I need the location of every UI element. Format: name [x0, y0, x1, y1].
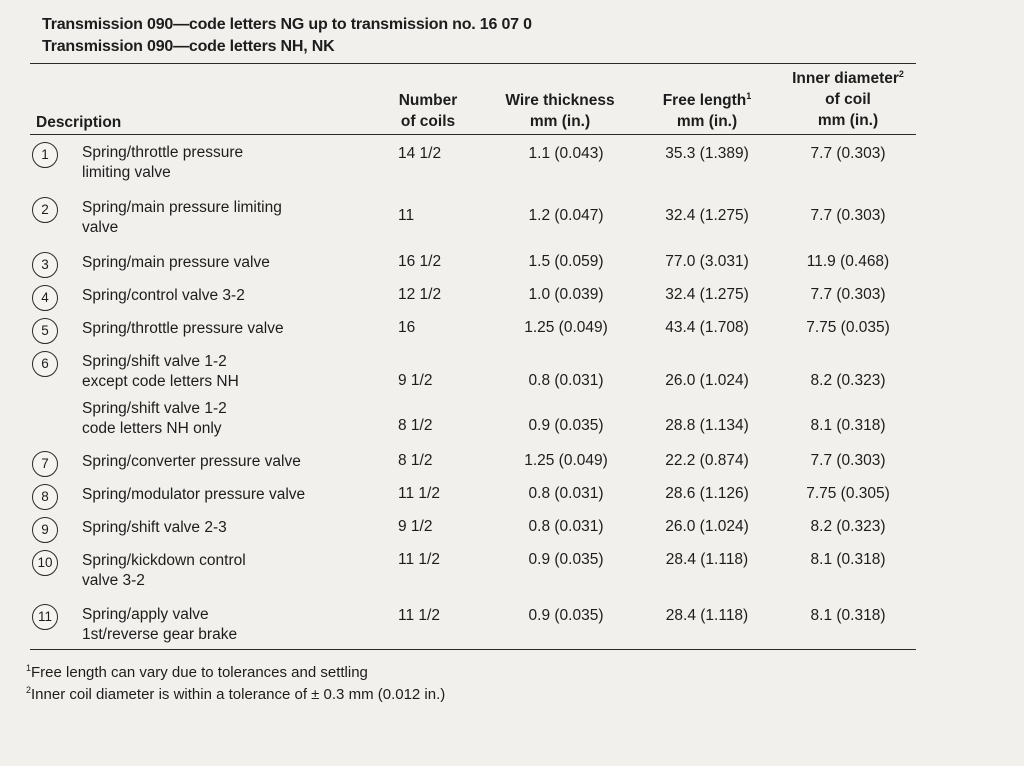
- header-inner-diameter: [778, 68, 918, 131]
- row-coils: 14 1/2: [398, 145, 442, 162]
- row-coils: 16: [398, 319, 416, 336]
- footnote-1-sup: 1: [26, 663, 32, 673]
- row-free-length: 77.0 (3.031): [665, 253, 749, 270]
- row-inner-diameter: 7.7 (0.303): [810, 452, 886, 469]
- row-free-length: 35.3 (1.389): [665, 145, 749, 162]
- header-rule: [30, 134, 916, 135]
- row-wire-thickness: 0.9 (0.035): [528, 607, 604, 624]
- footnote-2-sup: 2: [26, 685, 32, 695]
- row-free-length: 26.0 (1.024): [665, 372, 749, 389]
- row-description: [82, 399, 227, 439]
- row-description-line: Spring/apply valve: [82, 606, 209, 623]
- row-description-line: Spring/main pressure limiting: [82, 199, 282, 216]
- footnote-2-text: Inner coil diameter is within a tolerance of ± 0.3 mm (0.012 in.): [31, 686, 446, 703]
- row-description: [82, 253, 270, 273]
- row-description-line: Spring/shift valve 1-2: [82, 353, 227, 370]
- table-top-rule: [30, 63, 916, 64]
- row-inner-diameter: 8.1 (0.318): [810, 551, 886, 568]
- footnote-1-text: Free length can vary due to tolerances and settling: [31, 664, 368, 681]
- row-description: [82, 605, 237, 645]
- row-coils: 9 1/2: [398, 518, 433, 535]
- row-description-line: except code letters NH: [82, 373, 239, 390]
- row-wire-thickness: 1.0 (0.039): [528, 286, 604, 303]
- header-coils-line2: of coils: [400, 113, 456, 130]
- row-coils: 8 1/2: [398, 417, 433, 434]
- row-coils: 12 1/2: [398, 286, 442, 303]
- item-number-badge: 11: [32, 604, 58, 630]
- row-description-line: limiting valve: [82, 164, 171, 181]
- item-number-badge: 3: [32, 252, 58, 278]
- row-wire-thickness: 0.9 (0.035): [528, 551, 604, 568]
- row-inner-diameter: 7.75 (0.305): [806, 485, 890, 502]
- page-title-1: Transmission 090—code letters NG up to transmission no. 16 07 0: [42, 16, 532, 33]
- row-description-line: valve 3-2: [82, 572, 145, 589]
- footnote-2: [26, 686, 445, 703]
- row-inner-diameter: 8.2 (0.323): [810, 372, 886, 389]
- header-inner-sup: 2: [898, 68, 904, 79]
- row-description-line: code letters NH only: [82, 420, 222, 437]
- row-description-line: Spring/throttle pressure: [82, 144, 244, 161]
- header-inner-line2: of coil: [825, 91, 871, 108]
- header-free-line2: mm (in.): [676, 113, 738, 130]
- row-coils: 11 1/2: [398, 485, 440, 502]
- item-number-badge: 8: [32, 484, 58, 510]
- row-description-line: Spring/shift valve 1-2: [82, 400, 227, 417]
- item-number-badge: 6: [32, 351, 58, 377]
- row-description: [82, 319, 284, 339]
- row-description: [82, 551, 246, 591]
- page-title-2: Transmission 090—code letters NH, NK: [42, 38, 335, 55]
- row-description-line: Spring/kickdown control: [82, 552, 246, 569]
- header-wire-line1: Wire thickness: [505, 92, 615, 109]
- header-free-length: [648, 90, 766, 132]
- row-description-line: Spring/shift valve 2-3: [82, 519, 227, 536]
- row-inner-diameter: 11.9 (0.468): [806, 253, 890, 270]
- row-free-length: 26.0 (1.024): [665, 518, 749, 535]
- row-description: [82, 286, 245, 306]
- row-coils: 11 1/2: [398, 607, 440, 624]
- row-free-length: 28.4 (1.118): [665, 551, 749, 568]
- row-free-length: 28.8 (1.134): [665, 417, 749, 434]
- row-coils: 16 1/2: [398, 253, 442, 270]
- row-description: [82, 198, 282, 238]
- row-inner-diameter: 7.7 (0.303): [810, 145, 886, 162]
- row-wire-thickness: 0.8 (0.031): [528, 485, 604, 502]
- row-coils: 11: [398, 207, 415, 224]
- row-inner-diameter: 7.75 (0.035): [806, 319, 890, 336]
- row-inner-diameter: 7.7 (0.303): [810, 286, 886, 303]
- item-number-badge: 4: [32, 285, 58, 311]
- row-wire-thickness: 1.25 (0.049): [524, 452, 608, 469]
- header-inner-text: Inner diameter: [792, 70, 899, 87]
- header-free-sup: 1: [746, 90, 752, 101]
- row-wire-thickness: 1.5 (0.059): [528, 253, 604, 270]
- row-description: [82, 452, 301, 472]
- row-wire-thickness: 0.9 (0.035): [528, 417, 604, 434]
- row-description-line: valve: [82, 219, 119, 236]
- header-inner-line3: mm (in.): [817, 112, 879, 129]
- item-number-badge: 7: [32, 451, 58, 477]
- row-free-length: 43.4 (1.708): [665, 319, 749, 336]
- row-description: [82, 352, 239, 392]
- row-inner-diameter: 7.7 (0.303): [810, 207, 886, 224]
- header-free-line1: [648, 90, 766, 111]
- row-inner-diameter: 8.1 (0.318): [810, 607, 886, 624]
- row-wire-thickness: 1.2 (0.047): [528, 207, 604, 224]
- row-coils: 11 1/2: [398, 551, 440, 568]
- row-free-length: 32.4 (1.275): [665, 286, 749, 303]
- item-number-badge: 1: [32, 142, 58, 168]
- row-inner-diameter: 8.1 (0.318): [810, 417, 886, 434]
- header-description: Description: [36, 114, 122, 131]
- row-wire-thickness: 1.1 (0.043): [528, 145, 604, 162]
- header-free-text: Free length: [662, 92, 747, 109]
- row-wire-thickness: 0.8 (0.031): [528, 372, 604, 389]
- row-description: [82, 518, 227, 538]
- row-free-length: 22.2 (0.874): [665, 452, 749, 469]
- item-number-badge: 2: [32, 197, 58, 223]
- row-inner-diameter: 8.2 (0.323): [810, 518, 886, 535]
- row-description-line: Spring/converter pressure valve: [82, 453, 301, 470]
- header-coils-line1: Number: [398, 92, 458, 109]
- item-number-badge: 10: [32, 550, 58, 576]
- row-free-length: 32.4 (1.275): [665, 207, 749, 224]
- row-description-line: 1st/reverse gear brake: [82, 626, 238, 643]
- row-description-line: Spring/throttle pressure valve: [82, 320, 284, 337]
- header-wire-line2: mm (in.): [529, 113, 591, 130]
- header-inner-line1: [778, 68, 918, 89]
- row-free-length: 28.4 (1.118): [665, 607, 749, 624]
- row-description-line: Spring/modulator pressure valve: [82, 486, 306, 503]
- row-wire-thickness: 1.25 (0.049): [524, 319, 608, 336]
- row-description-line: Spring/control valve 3-2: [82, 287, 245, 304]
- row-free-length: 28.6 (1.126): [665, 485, 749, 502]
- header-coils: [383, 90, 473, 132]
- footnote-1: [26, 664, 368, 681]
- item-number-badge: 5: [32, 318, 58, 344]
- row-wire-thickness: 0.8 (0.031): [528, 518, 604, 535]
- row-coils: 9 1/2: [398, 372, 433, 389]
- row-description: [82, 143, 243, 183]
- header-wire: [487, 90, 633, 132]
- row-description-line: Spring/main pressure valve: [82, 254, 270, 271]
- row-coils: 8 1/2: [398, 452, 433, 469]
- item-number-badge: 9: [32, 517, 58, 543]
- row-description: [82, 485, 305, 505]
- table-bottom-rule: [30, 649, 916, 650]
